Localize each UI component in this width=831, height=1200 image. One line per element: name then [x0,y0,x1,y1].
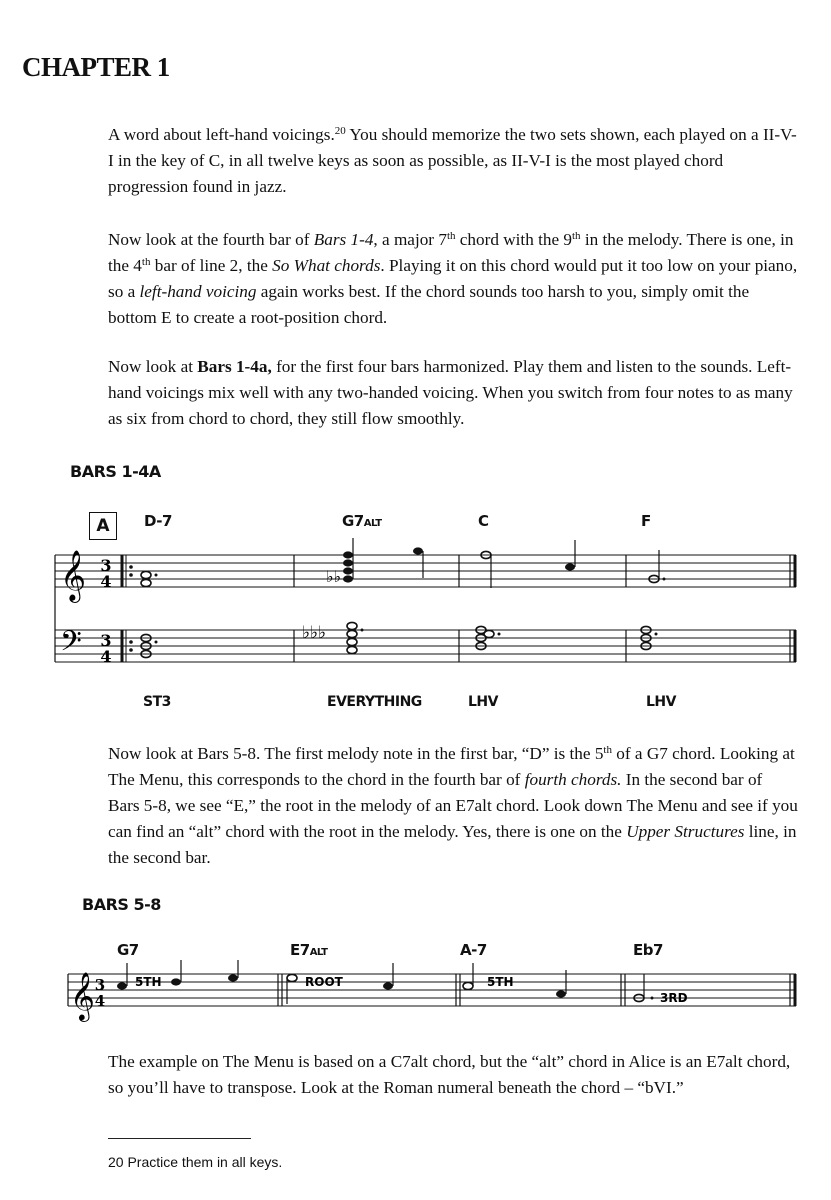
text: Now look at [108,357,198,376]
note [413,547,423,554]
paragraph-4 [108,741,798,871]
chord-ext: ALT [363,518,382,529]
paragraph-1 [108,122,798,200]
paragraph-2 [108,227,798,331]
chord-symbol [460,941,487,959]
text: bar of line 2, the [150,256,273,275]
note [463,982,473,989]
interval-annotation: 5TH [135,975,162,989]
interval-annotation: 3RD [660,991,688,1005]
text: You should memorize the two sets shown, each played on a II-V-I in the key of C, in all twelve keys as soon as possible, as II-V-I is the most played chord progression found in jazz. [108,125,797,196]
superscript: th [141,256,151,268]
rehearsal-mark: A [89,512,117,540]
footnote [108,1154,282,1170]
text: for the first four bars harmonized. Play them and listen to the sounds. Left-hand voicings mix well with any two-handed voicing. When you switch from four notes to as many as six from chord to chord, they still flow smoothly. [108,357,793,428]
time-sig-bottom: 4 [100,647,112,666]
chord-root: Eb7 [633,941,663,959]
footnote-divider [108,1138,251,1139]
treble-staff-lines [55,555,796,587]
text: in the melody. There is one, in the 4 [108,230,794,275]
chord-root: E7 [290,941,310,959]
bold-text: Bars 1-4a, [197,357,272,376]
figure-label-bars-1-4a: BARS 1-4A [70,462,161,481]
superscript: th [446,230,456,242]
chord-root: C [478,512,489,530]
time-sig-bottom: 4 [94,992,106,1010]
voicing-label: EVERYTHING [327,694,422,710]
chord-symbol [641,512,651,530]
interval-annotation: 5TH [487,975,514,989]
italic-text: Upper Structures [626,822,745,841]
chord-symbol [633,941,663,959]
paragraph-3 [108,354,798,432]
text: In the second bar of Bars 5-8, we see “E,” the root in the melody of an E7alt chord. Look down The Menu and see if you can find an “alt” chord with the root in the melody. Yes, there is one on the [108,770,798,841]
chord-symbol [144,512,172,530]
italic-text: So What chords [272,256,381,275]
italic-text: fourth chords. [524,770,622,789]
bass-staff-lines [55,630,796,662]
text: . Playing it on this chord would put it too low on your piano, so a [108,256,798,301]
note-chord [343,551,353,582]
grand-staff [0,530,831,680]
italic-text: Bars 1-4 [313,230,374,249]
treble-clef-icon: 𝄞 [70,971,95,1020]
time-sig-top: 3 [100,631,112,650]
paragraph-5: The example on The Menu is based on a C7alt chord, but the “alt” chord in Alice is an E7alt chord, so you’ll have to transpose. Look at the Roman numeral beneath the chord – “bVI.” [108,1052,791,1097]
text: again works best. If the chord sounds too harsh to you, simply omit the bottom E to create a root-position chord. [108,282,750,327]
chapter-title: CHAPTER 1 [22,52,170,82]
chord-symbol [290,941,327,959]
chord-root: D-7 [144,512,172,530]
note [565,563,575,570]
chord-root: F [641,512,651,530]
note [556,990,566,997]
time-sig-bottom: 4 [100,572,112,591]
treble-clef-icon: 𝄞 [60,550,87,601]
footnote-text: Practice them in all keys. [123,1154,283,1170]
chord-root: A-7 [460,941,487,959]
chord-symbol [478,512,489,530]
note [228,974,238,981]
text: line, in the second bar. [108,822,797,867]
voicing-label: ST3 [143,694,171,710]
note [383,982,393,989]
text: Now look at Bars 5-8. The first melody note in the first bar, “D” is the 5 [108,744,604,763]
time-sig-top: 3 [94,976,106,994]
figure-label-bars-5-8: BARS 5-8 [82,895,161,914]
chord-root: G7 [342,512,364,530]
footnote-number: 20 [108,1154,124,1170]
bass-clef-icon: 𝄢 [60,625,82,665]
footnote-ref: 20 [334,125,346,137]
chord-root: G7 [117,941,139,959]
interval-annotation: ROOT [305,975,343,989]
note [171,978,181,985]
note [287,974,297,981]
note [117,982,127,989]
melody-staff [0,960,831,1030]
text: chord with the 9 [455,230,572,249]
text: Now look at the fourth bar of [108,230,314,249]
superscript: th [603,744,612,756]
chord-symbol [342,512,382,530]
chord-symbol [117,941,139,959]
superscript: th [571,230,581,242]
voicing-label: LHV [468,694,498,710]
chord-ext: ALT [309,947,328,958]
text: A word about left-hand voicings. [108,125,335,144]
time-sig-top: 3 [100,556,112,575]
flat-icon: ♭♭♭ [302,623,327,643]
flat-icon: ♭♭ [326,567,342,586]
voicing-label: LHV [646,694,676,710]
text: of a G7 chord. Looking at The Menu, this corresponds to the chord in the fourth bar of [108,744,795,789]
text: , a major 7 [373,230,447,249]
italic-text: left-hand voicing [139,282,257,301]
